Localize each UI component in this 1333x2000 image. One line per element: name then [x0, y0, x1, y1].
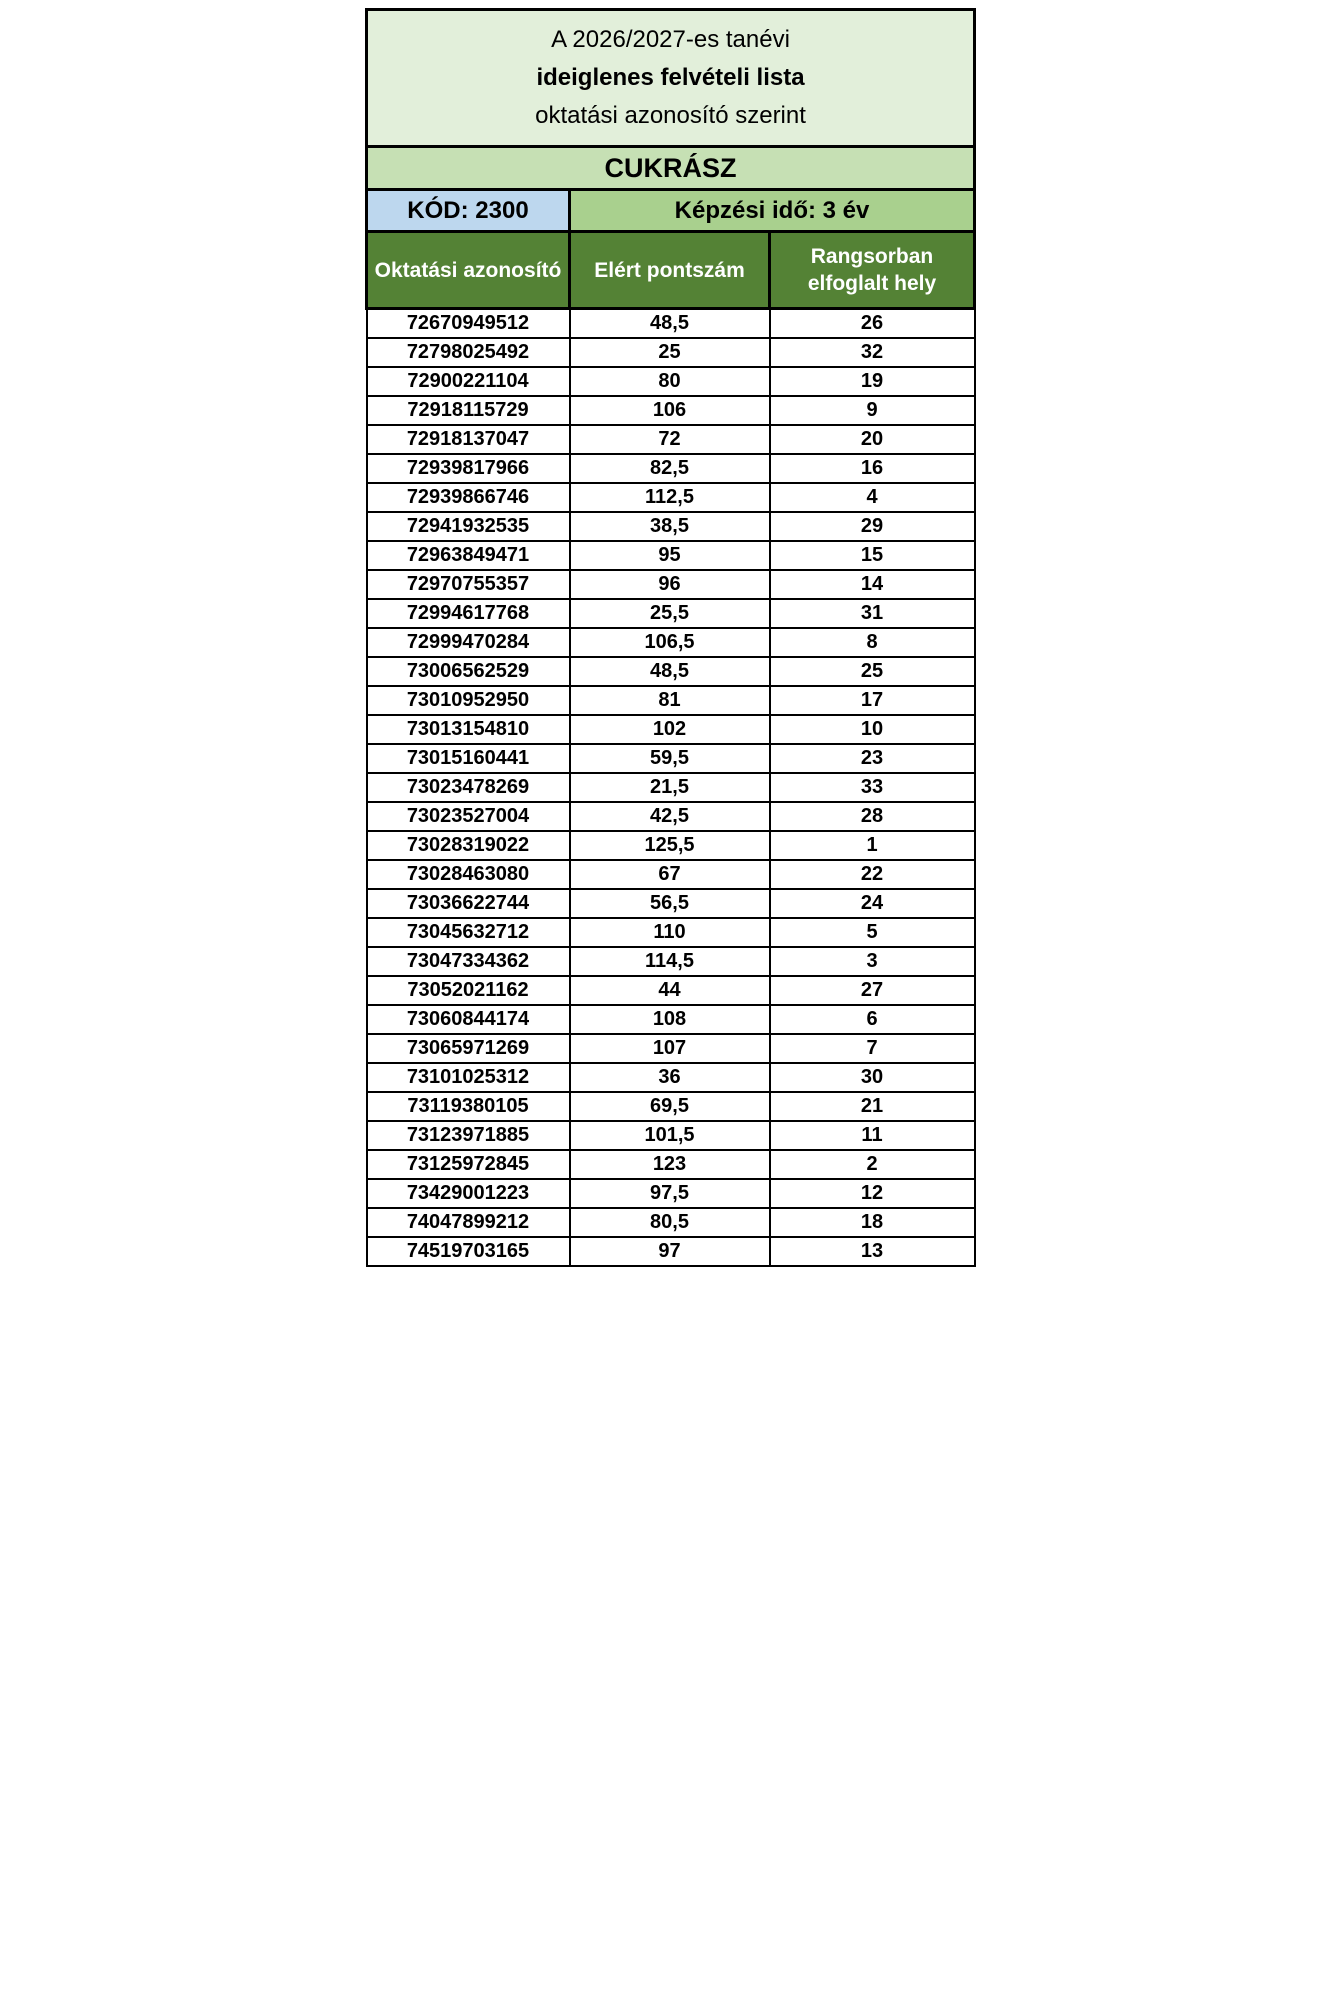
student-id-cell: 73028463080: [367, 860, 570, 889]
student-id-cell: 72963849471: [367, 541, 570, 570]
score-cell: 108: [570, 1005, 770, 1034]
table-row: [367, 570, 975, 599]
student-id-cell: 73045632712: [367, 918, 570, 947]
score-cell: 106: [570, 396, 770, 425]
student-id-cell: 73125972845: [367, 1150, 570, 1179]
student-id-cell: 73023478269: [367, 773, 570, 802]
student-id-cell: 72999470284: [367, 628, 570, 657]
score-cell: 67: [570, 860, 770, 889]
table-row: [367, 541, 975, 570]
student-id-cell: 72939866746: [367, 483, 570, 512]
table-row: [367, 1150, 975, 1179]
training-duration: Képzési idő: 3 év: [570, 190, 975, 232]
rank-cell: 15: [770, 541, 975, 570]
table-row: [367, 657, 975, 686]
student-id-cell: 73023527004: [367, 802, 570, 831]
table-row: [367, 918, 975, 947]
program-name: CUKRÁSZ: [367, 147, 975, 190]
table-row: [367, 1034, 975, 1063]
title-line-school-year: A 2026/2027-es tanévi: [551, 26, 790, 53]
column-header-student-id: Oktatási azonosító: [367, 232, 570, 309]
rank-cell: 21: [770, 1092, 975, 1121]
score-cell: 106,5: [570, 628, 770, 657]
score-cell: 44: [570, 976, 770, 1005]
score-cell: 80: [570, 367, 770, 396]
student-id-cell: 73015160441: [367, 744, 570, 773]
student-id-cell: 72994617768: [367, 599, 570, 628]
table-row: [367, 309, 975, 338]
score-cell: 38,5: [570, 512, 770, 541]
rank-cell: 13: [770, 1237, 975, 1266]
student-id-cell: 73028319022: [367, 831, 570, 860]
code-row: [367, 190, 975, 232]
rank-cell: 30: [770, 1063, 975, 1092]
student-id-cell: 72798025492: [367, 338, 570, 367]
score-cell: 123: [570, 1150, 770, 1179]
student-id-cell: 73047334362: [367, 947, 570, 976]
student-id-cell: 73119380105: [367, 1092, 570, 1121]
rank-cell: 9: [770, 396, 975, 425]
score-cell: 56,5: [570, 889, 770, 918]
table-row: [367, 599, 975, 628]
rank-cell: 12: [770, 1179, 975, 1208]
student-id-cell: 72918115729: [367, 396, 570, 425]
table-row: [367, 396, 975, 425]
rank-cell: 14: [770, 570, 975, 599]
document-title: [367, 10, 975, 147]
student-id-cell: 72900221104: [367, 367, 570, 396]
score-cell: 69,5: [570, 1092, 770, 1121]
rank-cell: 27: [770, 976, 975, 1005]
score-cell: 59,5: [570, 744, 770, 773]
score-cell: 102: [570, 715, 770, 744]
student-id-cell: 73036622744: [367, 889, 570, 918]
rank-cell: 32: [770, 338, 975, 367]
table-row: [367, 802, 975, 831]
table-row: [367, 686, 975, 715]
rank-cell: 11: [770, 1121, 975, 1150]
rank-cell: 24: [770, 889, 975, 918]
score-cell: 96: [570, 570, 770, 599]
table-row: [367, 1121, 975, 1150]
title-line-sort-order: oktatási azonosító szerint: [535, 102, 806, 129]
table-row: [367, 1092, 975, 1121]
rank-cell: 22: [770, 860, 975, 889]
table-row: [367, 1063, 975, 1092]
rank-cell: 20: [770, 425, 975, 454]
score-cell: 107: [570, 1034, 770, 1063]
score-cell: 21,5: [570, 773, 770, 802]
rank-cell: 33: [770, 773, 975, 802]
program-row: [367, 147, 975, 190]
table-row: [367, 773, 975, 802]
student-id-cell: 72970755357: [367, 570, 570, 599]
rank-cell: 25: [770, 657, 975, 686]
rank-cell: 19: [770, 367, 975, 396]
student-id-cell: 73101025312: [367, 1063, 570, 1092]
score-cell: 95: [570, 541, 770, 570]
table-row: [367, 454, 975, 483]
rank-cell: 3: [770, 947, 975, 976]
rank-cell: 29: [770, 512, 975, 541]
score-cell: 80,5: [570, 1208, 770, 1237]
rank-cell: 10: [770, 715, 975, 744]
score-cell: 48,5: [570, 309, 770, 338]
student-id-cell: 73006562529: [367, 657, 570, 686]
table-row: [367, 947, 975, 976]
score-cell: 82,5: [570, 454, 770, 483]
table-row: [367, 1208, 975, 1237]
rank-cell: 28: [770, 802, 975, 831]
rank-cell: 31: [770, 599, 975, 628]
rank-cell: 2: [770, 1150, 975, 1179]
table-row: [367, 483, 975, 512]
table-row: [367, 1005, 975, 1034]
table-header-row: [367, 232, 975, 309]
title-line-list-name: ideiglenes felvételi lista: [536, 64, 805, 91]
rank-cell: 26: [770, 309, 975, 338]
table-body: [367, 309, 975, 1266]
student-id-cell: 72670949512: [367, 309, 570, 338]
score-cell: 114,5: [570, 947, 770, 976]
student-id-cell: 73123971885: [367, 1121, 570, 1150]
table-row: [367, 1237, 975, 1266]
table-row: [367, 744, 975, 773]
table-row: [367, 338, 975, 367]
column-header-rank: Rangsorban elfoglalt hely: [770, 232, 975, 309]
table-row: [367, 715, 975, 744]
admission-list-table: [365, 8, 976, 1267]
student-id-cell: 73060844174: [367, 1005, 570, 1034]
score-cell: 42,5: [570, 802, 770, 831]
score-cell: 72: [570, 425, 770, 454]
table-row: [367, 425, 975, 454]
program-code: KÓD: 2300: [367, 190, 570, 232]
table-row: [367, 831, 975, 860]
student-id-cell: 74519703165: [367, 1237, 570, 1266]
score-cell: 25,5: [570, 599, 770, 628]
score-cell: 48,5: [570, 657, 770, 686]
student-id-cell: 73065971269: [367, 1034, 570, 1063]
rank-cell: 18: [770, 1208, 975, 1237]
table-row: [367, 367, 975, 396]
student-id-cell: 72939817966: [367, 454, 570, 483]
column-header-score: Elért pontszám: [570, 232, 770, 309]
table-row: [367, 976, 975, 1005]
rank-cell: 16: [770, 454, 975, 483]
rank-cell: 8: [770, 628, 975, 657]
rank-cell: 17: [770, 686, 975, 715]
score-cell: 97,5: [570, 1179, 770, 1208]
score-cell: 125,5: [570, 831, 770, 860]
student-id-cell: 73052021162: [367, 976, 570, 1005]
rank-cell: 1: [770, 831, 975, 860]
student-id-cell: 74047899212: [367, 1208, 570, 1237]
rank-cell: 6: [770, 1005, 975, 1034]
score-cell: 36: [570, 1063, 770, 1092]
score-cell: 25: [570, 338, 770, 367]
score-cell: 97: [570, 1237, 770, 1266]
title-block: [367, 10, 975, 147]
rank-cell: 7: [770, 1034, 975, 1063]
rank-cell: 23: [770, 744, 975, 773]
score-cell: 101,5: [570, 1121, 770, 1150]
table-row: [367, 628, 975, 657]
score-cell: 110: [570, 918, 770, 947]
score-cell: 81: [570, 686, 770, 715]
student-id-cell: 73429001223: [367, 1179, 570, 1208]
table-row: [367, 1179, 975, 1208]
student-id-cell: 73010952950: [367, 686, 570, 715]
student-id-cell: 73013154810: [367, 715, 570, 744]
student-id-cell: 72918137047: [367, 425, 570, 454]
table-row: [367, 889, 975, 918]
table-row: [367, 512, 975, 541]
table-row: [367, 860, 975, 889]
rank-cell: 4: [770, 483, 975, 512]
student-id-cell: 72941932535: [367, 512, 570, 541]
rank-cell: 5: [770, 918, 975, 947]
score-cell: 112,5: [570, 483, 770, 512]
